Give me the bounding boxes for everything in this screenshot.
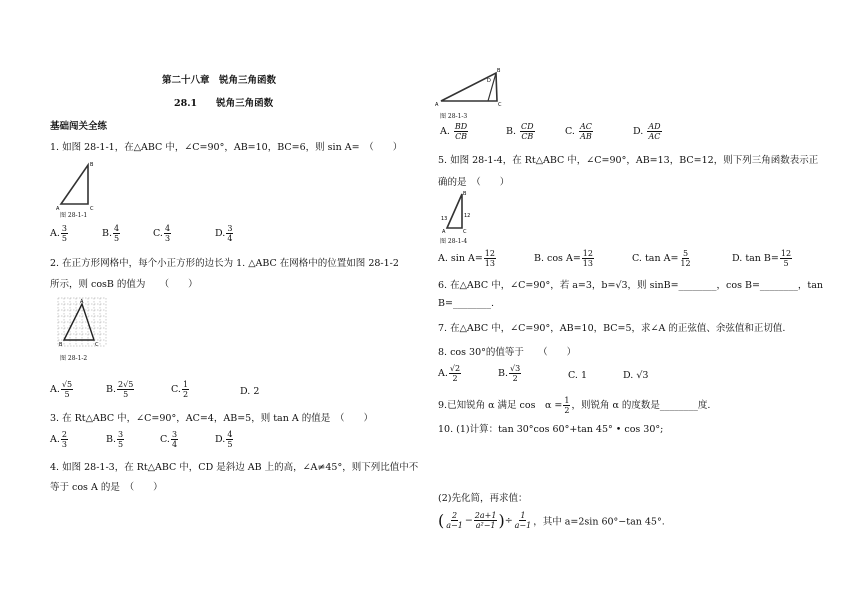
figure-28-1-3 <box>435 64 505 110</box>
option-b: B. $\frac{CD}{CB}$ <box>506 122 534 141</box>
figure-caption-1: 图 28-1-1 <box>60 212 88 219</box>
option-a: A. $\frac{√5}{5}$ <box>50 380 73 399</box>
option-b: B. $\frac{4}{5}$ <box>102 224 120 243</box>
question-2-line2: 所示，则 cosB 的值为 （ ） <box>50 279 198 290</box>
option-a: A. $\frac{BD}{CB}$ <box>440 122 468 141</box>
svg-text:C: C <box>95 342 99 348</box>
svg-text:C: C <box>498 102 502 108</box>
option-d: D. √3 <box>623 370 649 381</box>
option-a: A. $\frac{2}{3}$ <box>50 430 67 449</box>
option-c: C. $\frac{1}{2}$ <box>171 380 189 399</box>
svg-text:A: A <box>442 229 446 235</box>
question-5-line2: 确的是 （ ） <box>438 177 510 188</box>
question-7-text: 7. 在△ABC 中，∠C=90°，AB=10，BC=5，求∠A 的正弦值、余弦值和正切值. <box>438 323 786 334</box>
option-d: D. $\frac{4}{5}$ <box>215 430 233 449</box>
question-1-text: 1. 如图 28-1-1，在△ABC 中，∠C=90°，AB=10，BC=6，则 sin A= （ ） <box>50 142 403 153</box>
figure-caption-3: 图 28-1-3 <box>440 113 468 120</box>
question-2-line1: 2. 在正方形网格中，每个小正方形的边长为 1. △ABC 在网格中的位置如图 28-1-2 <box>50 258 399 269</box>
option-c: C. $\frac{3}{4}$ <box>160 430 178 449</box>
question-3-text: 3. 在 Rt△ABC 中，∠C=90°，AC=4，AB=5，则 tan A 的值是 （ ） <box>50 413 373 424</box>
side-bc-label: 12 <box>464 213 471 219</box>
vertex-a-label: A <box>56 206 60 212</box>
question-10-part2: (2)先化简，再求值： <box>438 493 528 504</box>
question-8-text: 8. cos 30°的值等于 （ ） <box>438 347 577 358</box>
svg-text:D: D <box>487 78 491 84</box>
figure-28-1-4 <box>440 190 476 236</box>
chapter-title: 第二十八章 锐角三角函数 <box>162 75 277 86</box>
figure-caption-2: 图 28-1-2 <box>60 355 88 362</box>
question-4-line2: 等于 cos A 的是 （ ） <box>50 482 163 493</box>
option-d: D. tan B= $\frac{12}{5}$ <box>732 249 792 268</box>
option-a: A. $\frac{√2}{2}$ <box>438 364 461 383</box>
svg-text:B: B <box>463 191 467 197</box>
question-4-line1: 4. 如图 28-1-3，在 Rt△ABC 中，CD 是斜边 AB 上的高，∠A≠45°，则下列比值中不 <box>50 462 419 473</box>
exercise-heading: 基础闯关全练 <box>50 121 108 132</box>
question-10-expression: ( $\frac{2}{a-1}$ − $\frac{2a+1}{\text{a²−1}}$ )÷ $\frac{1}{a-1}$ ，其中 a=2sin 60°−tan 45°. <box>438 511 665 530</box>
question-10-part1: 10. (1)计算：tan 30°cos 60°+tan 45° • cos 30°; <box>438 424 664 435</box>
svg-text:A: A <box>80 299 84 305</box>
question-6-line1: 6. 在△ABC 中，∠C=90°，若 a=3，b=√3，则 sinB=________，cos B=________，tan <box>438 280 824 291</box>
option-b: B. $\frac{3}{5}$ <box>106 430 124 449</box>
vertex-c-label: C <box>90 206 94 212</box>
vertex-b-label: B <box>90 162 94 168</box>
question-5-line1: 5. 如图 28-1-4，在 Rt△ABC 中，∠C=90°，AB=13，BC=12，则下列三角函数表示正 <box>438 155 819 166</box>
svg-text:B: B <box>59 342 63 348</box>
option-c: C. tan A= $\frac{5}{12}$ <box>632 249 691 268</box>
option-c: C. $\frac{AC}{AB}$ <box>565 122 592 141</box>
option-a: A. $\frac{3}{5}$ <box>50 224 67 243</box>
svg-text:C: C <box>463 229 467 235</box>
option-d: D. $\frac{3}{4}$ <box>215 224 233 243</box>
figure-caption-4: 图 28-1-4 <box>440 238 468 245</box>
option-b: B. $\frac{√3}{2}$ <box>498 364 521 383</box>
side-ab-label: 13 <box>441 216 448 222</box>
option-d: D. $\frac{AD}{AC}$ <box>633 122 661 141</box>
option-c: C. $\frac{4}{3}$ <box>153 224 171 243</box>
option-d: D. 2 <box>240 386 260 397</box>
question-6-line2: B=________. <box>438 298 494 309</box>
svg-text:A: A <box>435 102 439 108</box>
question-9: 9.已知锐角 α 满足 cos α = $\frac{1}{2}$ ，则锐角 α 的度数是________度. <box>438 396 711 415</box>
option-c: C. 1 <box>568 370 588 381</box>
option-a: A. sin A= $\frac{12}{13}$ <box>438 249 495 268</box>
section-subtitle: 28.1 锐角三角函数 <box>174 98 274 109</box>
option-b: B. cos A= $\frac{12}{13}$ <box>534 249 593 268</box>
svg-text:B: B <box>497 68 501 74</box>
figure-28-1-2 <box>56 296 112 354</box>
option-b: B. $\frac{2√5}{5}$ <box>106 380 134 399</box>
